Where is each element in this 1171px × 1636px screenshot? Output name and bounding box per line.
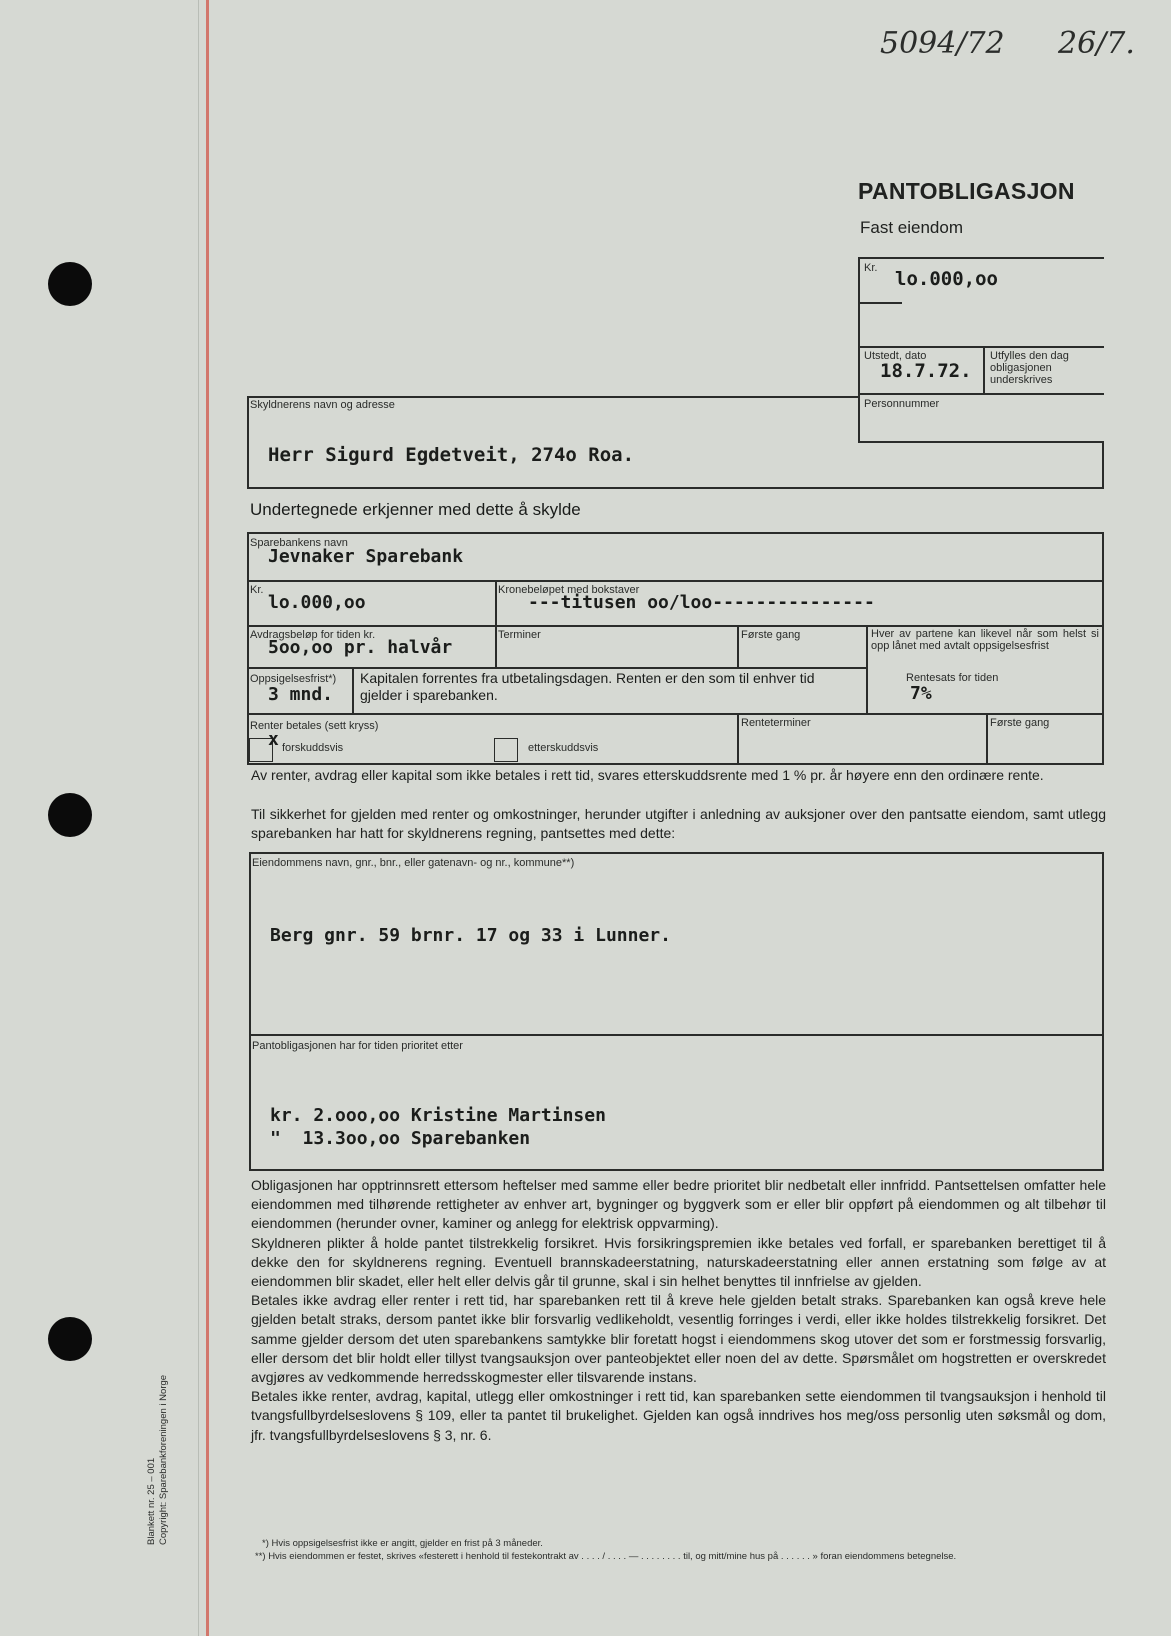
handwritten-reference: 5094/72 [880,26,1005,61]
rule [860,302,902,304]
bank-name: Jevnaker Sparebank [268,546,464,567]
late-interest-paragraph: Av renter, avdrag eller kapital som ikke betales i rett tid, svares etterskuddsrente med 1 % pr. år høyere enn den ordinære rente. [251,767,1044,783]
notice-label: Oppsigelsesfrist*) [250,673,337,685]
loan-amount: lo.000,oo [268,592,366,613]
punch-hole [48,1317,92,1361]
installment-label: Avdragsbeløp for tiden kr. [250,629,376,641]
first-time-label: Første gang [741,629,801,641]
terms-section [251,1176,1106,1445]
rule [249,1034,1104,1036]
rule [1102,443,1104,488]
rule [737,713,739,764]
page-subtitle: Fast eiendom [860,218,963,237]
interest-first-label: Første gang [990,717,1050,729]
footnote-1: *) Hvis oppsigelsesfrist ikke er angitt, gjelder en frist på 3 måneder. [262,1538,543,1549]
personnummer-label: Personnummer [864,398,940,410]
checkbox-etterskuddsvis[interactable] [494,738,518,762]
installment-value: 5oo,oo pr. halvår [268,637,453,658]
rule [249,852,1104,854]
loan-amount-top: lo.000,oo [895,268,998,290]
rule [249,1169,1104,1171]
rate-label: Rentesats for tiden [906,672,999,684]
rule [858,393,1104,395]
rule [247,580,1104,582]
rule [247,532,249,764]
footnote-2: **) Hvis eiendommen er festet, skrives «festerett i henhold til festekontrakt av . . . . / . . . . — . . . . . . . . til, og mitt/mine hus på . . . . . . » foran eiendommens betegnelse. [255,1551,957,1562]
debtor-name: Herr Sigurd Egdetveit, 274o Roa. [268,444,635,466]
rule [983,346,985,394]
interest-text: Kapitalen forrentes fra utbetalingsdagen. Renten er den som til enhver tid gjelder i sparebanken. [360,670,815,703]
interest-paid-label: Renter betales (sett kryss) [250,720,379,732]
checkbox-mark: x [268,729,279,750]
rule [247,667,866,669]
priority-label: Pantobligasjonen har for tiden prioritet etter [252,1040,463,1052]
rule [858,257,1104,259]
property-label: Eiendommens navn, gnr., bnr., eller gatenavn- og nr., kommune**) [252,857,575,869]
rule [495,580,497,625]
rule [495,625,497,667]
copyright-note: Copyright: Sparebankforeningen i Norge [158,1374,169,1545]
security-paragraph: Til sikkerhet for gjelden med renter og omkostninger, herunder utgifter i anledning av auksjoner over den pantsatte eiendom, samt utlegg sparebanken har hatt for skyldnerens regning, pantsettes med dette: [251,806,1106,842]
rule [858,346,1104,348]
rule [866,625,868,713]
bank-label: Sparebankens navn [250,537,348,549]
rule [247,487,1104,489]
form-id-sidebar [146,1375,170,1545]
rule [352,667,354,713]
rule [249,852,251,1170]
rule [737,625,739,667]
terms-paragraph: Betales ikke renter, avdrag, kapital, utlegg eller omkostninger i rett tid, kan sparebanken sette eiendommen til tvangsauksjon i henhold til tvangsfullbyrdelseslovens § 109, eller ta pantet til brukelighet. Gjelden kan også inndrives hos meg/oss personlig uten søksmål og dom, jfr. tvangsfullbyrdelseslovens § 3, nr. 6. [251,1388,1106,1443]
terms-paragraph: Skyldneren plikter å holde pantet tilstrekkelig forsikret. Hvis forsikringspremien ikke betales ved forfall, er sparebanken berettiget til å dekke den for skyldnerens regning. Eventuell brannskadeerstatning, naturskadeerstatning eller annen erstatning som følge av at eiendommen blir skadet, eller helt eller delvis går til grunne, skal i sin helhet benyttes til innfrielse av gjelden. [251,1234,1106,1290]
margin-guide-line [198,0,199,1636]
amount-words: ---titusen oo/loo--------------- [528,592,875,613]
rule [858,257,860,443]
rule [247,396,249,488]
property-value: Berg gnr. 59 brnr. 17 og 33 i Lunner. [270,925,671,946]
kr-label: Kr. [864,262,878,274]
acknowledge-text: Undertegnede erkjenner med dette å skylde [250,500,581,519]
amount-kr-label: Kr. [250,584,264,596]
rule [858,441,1104,443]
issued-date-label: Utstedt, dato [864,350,927,362]
terms-label: Terminer [498,629,541,641]
rule [247,763,1104,765]
debtor-label: Skyldnerens navn og adresse [250,399,395,411]
interest-terms-label: Renteterminer [741,717,811,729]
fill-note: Utfylles den dag obligasjonen underskrives [990,350,1069,386]
form-number: Blankett nr. 25 – 001 [146,1457,157,1545]
punch-hole [48,793,92,837]
notice-value: 3 mnd. [268,684,334,705]
forskuddsvis-label: forskuddsvis [282,742,344,754]
punch-hole [48,262,92,306]
rule [1102,532,1104,764]
rate-value: 7% [910,683,932,704]
terms-paragraph: Betales ikke avdrag eller renter i rett tid, har sparebanken rett til å kreve hele gjelden betalt straks. Sparebanken kan også kreve hele gjelden betalt straks, dersom pantet ikke blir forsvarlig vedlikeholdt, vesentlig forringes i verdi, eller ikke holdes tilstrekkelig forsikret. Det samme gjelder dersom det uten sparebankens samtykke blir foretatt hogst i eiendommens skog utover det som er forstmessig forsvarlig, eller dersom det blir holdt eller tillyst tvangsauksjon over panteobjektet eller noen del av dette. Spørsmålet om hogstretten er overskredet avgjøres av vedkommende herredsskogmester eller tilsvarende instans. [251,1292,1106,1386]
issued-date: 18.7.72. [880,360,972,382]
rule [247,532,1104,534]
etterskuddsvis-label: etterskuddsvis [528,742,599,754]
rule [247,625,1104,627]
rule [986,713,988,764]
handwritten-date: 26/7. [1058,26,1135,61]
rule [1102,852,1104,1170]
page-title: PANTOBLIGASJON [858,178,1075,204]
priority-line-2: " 13.3oo,oo Sparebanken [270,1128,531,1149]
terms-paragraph: Obligasjonen har opptrinnsrett ettersom heftelser med samme eller bedre prioritet blir nedbetalt eller innfridd. Pantsettelsen omfatter hele eiendommen med tilhørende rettigheter av enhver art, bygninger og byggverk som er eller blir oppført på eiendommen og alt tilbehør til eiendommen (herunder ovner, kaminer og anlegg for elektrisk oppvarming). [251,1177,1106,1232]
rule [247,713,1104,715]
priority-line-1: kr. 2.ooo,oo Kristine Martinsen [270,1105,606,1126]
amount-words-label: Kronebeløpet med bokstaver [498,584,640,596]
margin-red-line [206,0,209,1636]
termination-note: Hver av partene kan likevel når som helst si opp lånet med avtalt oppsigelsesfrist [871,628,1099,652]
rule [247,396,859,398]
